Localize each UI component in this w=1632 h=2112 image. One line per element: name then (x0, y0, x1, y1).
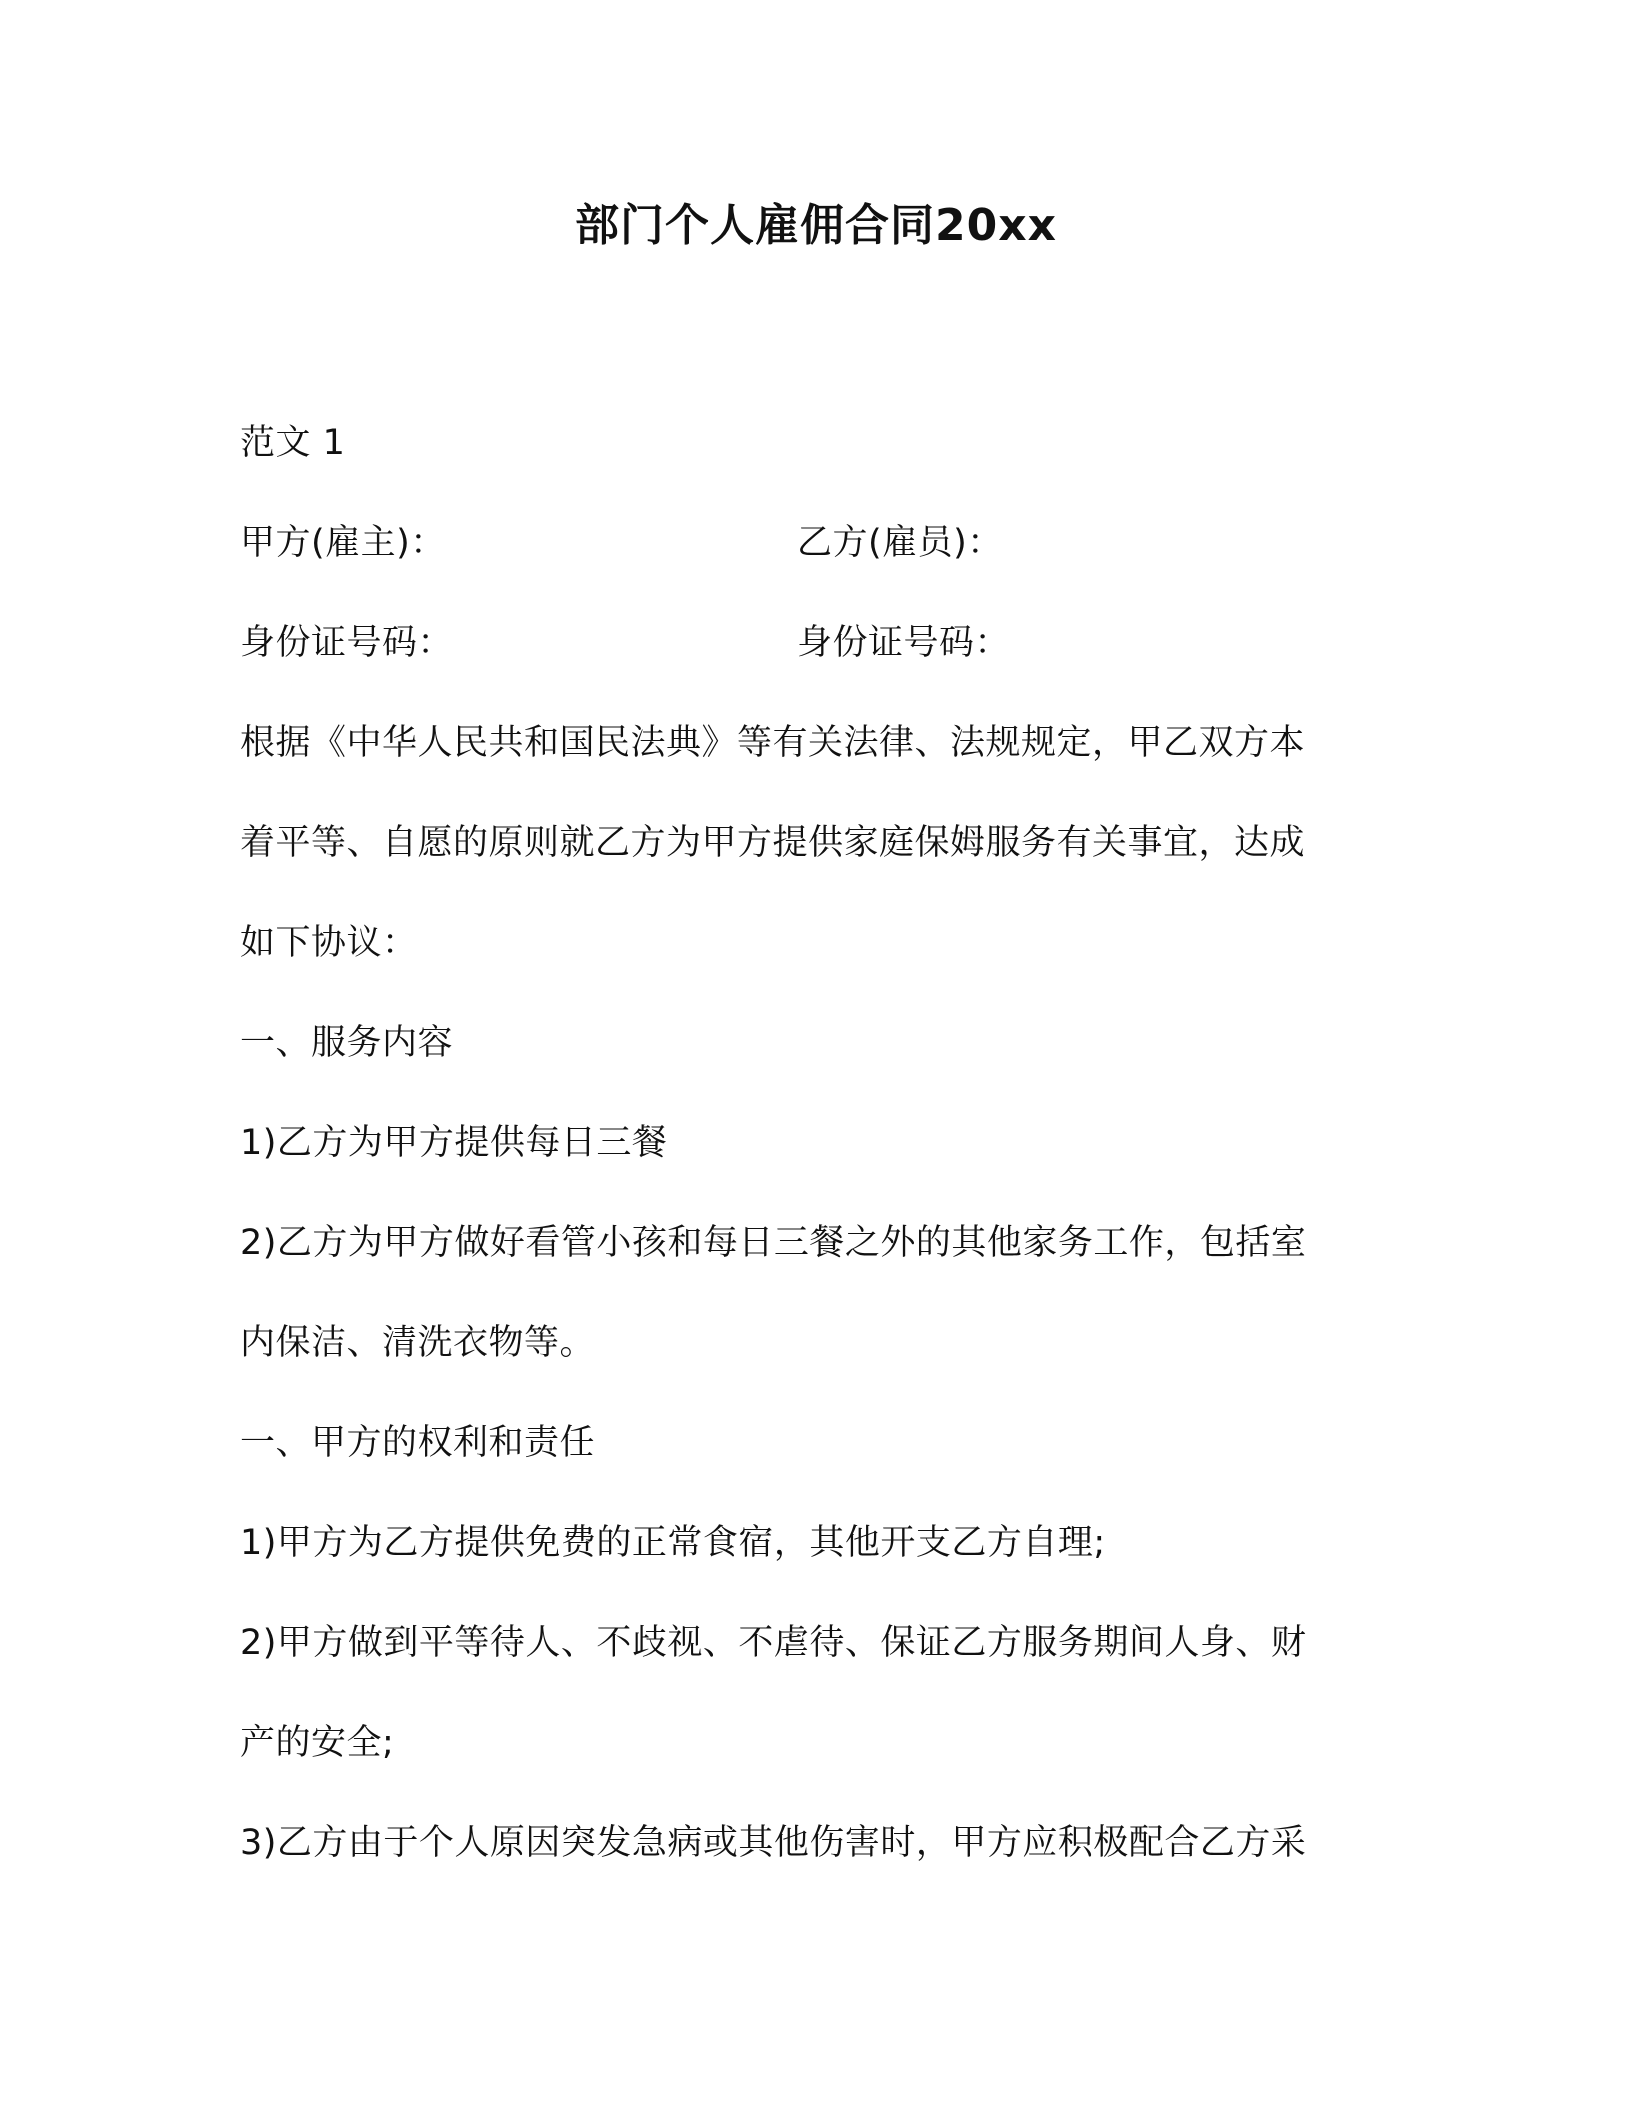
service-item: 1)乙方为甲方提供每日三餐 (240, 1123, 668, 1163)
rights-item: 产的安全; (240, 1723, 395, 1763)
rights-item: 3)乙方由于个人原因突发急病或其他伤害时，甲方应积极配合乙方采 (240, 1823, 1307, 1863)
document-title: 部门个人雇佣合同20xx (575, 200, 1057, 251)
rights-item: 1)甲方为乙方提供免费的正常食宿，其他开支乙方自理; (240, 1523, 1106, 1563)
party-a-id-label: 身份证号码： (240, 623, 454, 663)
service-item: 2)乙方为甲方做好看管小孩和每日三餐之外的其他家务工作，包括室 (240, 1223, 1307, 1263)
section-heading-service: 一、服务内容 (240, 1023, 454, 1063)
service-item: 内保洁、清洗衣物等。 (240, 1323, 596, 1363)
party-row (240, 518, 446, 568)
party-a-label: 甲方(雇主)： (240, 523, 446, 563)
intro-line: 根据《中华人民共和国民法典》等有关法律、法规规定，甲乙双方本 (240, 723, 1306, 763)
intro-line: 着平等、自愿的原则就乙方为甲方提供家庭保姆服务有关事宜，达成 (240, 823, 1306, 863)
sample-label: 范文 1 (240, 423, 346, 463)
rights-item: 2)甲方做到平等待人、不歧视、不虐待、保证乙方服务期间人身、财 (240, 1623, 1307, 1663)
party-b-id-label: 身份证号码： (797, 623, 1011, 663)
party-b-label: 乙方(雇员)： (797, 523, 1003, 563)
section-heading-party-a-rights: 一、甲方的权利和责任 (240, 1423, 596, 1463)
intro-line: 如下协议： (240, 923, 418, 963)
